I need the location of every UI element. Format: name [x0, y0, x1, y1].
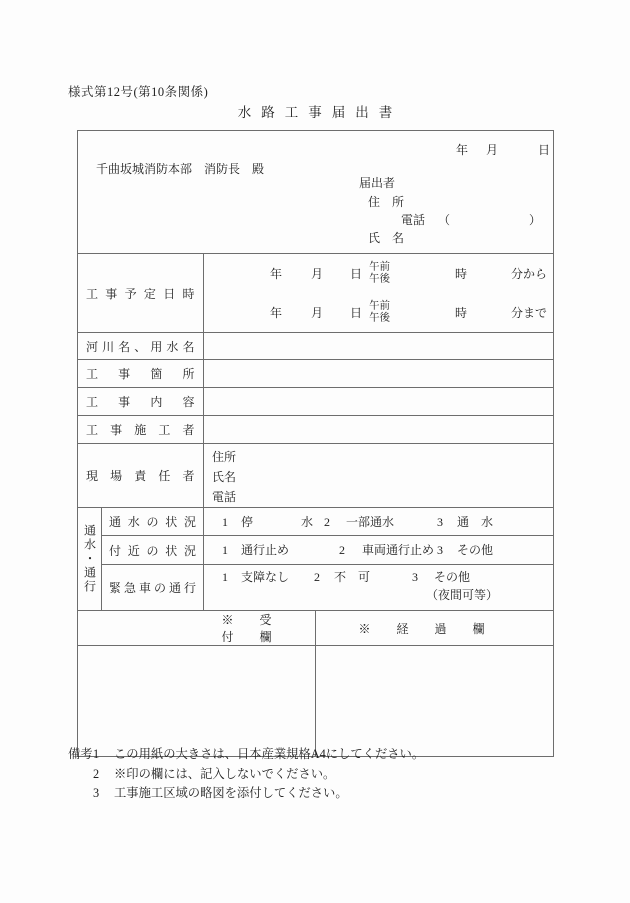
row-label-emergency: 緊 急 車 の 通 行 [102, 565, 204, 611]
table-row-recipient [78, 131, 554, 254]
note-item [68, 765, 424, 785]
table-row-contractor [78, 416, 554, 444]
row-label-schedule: 工 事 予 定 日 時 [78, 254, 204, 333]
contractor-input-cell [204, 416, 554, 444]
option-label: 一部通水 [346, 514, 395, 529]
content-input-cell [204, 388, 554, 416]
note-text: この用紙の大きさは、日本産業規格A4にしてください。 [114, 747, 425, 761]
table-row-emergency [78, 565, 554, 611]
notes-label-spacer [68, 784, 93, 804]
addressee: 千曲坂城消防本部 消防長 殿 [96, 162, 265, 176]
option-number: 1 [222, 543, 228, 557]
form-code: 様式第12号(第10条関係) [68, 85, 209, 99]
note-item [68, 745, 424, 765]
vicinity-options-cell [204, 536, 554, 565]
option-number: 1 [222, 570, 228, 584]
site-manager-cell [204, 444, 554, 508]
option-number: 2 [324, 514, 330, 529]
row-label-site-manager: 現 場 責 任 者 [78, 444, 204, 508]
row-label-content: 工 事 内 容 [78, 388, 204, 416]
table-row-stamp-body [78, 646, 554, 757]
notes-label: 備考 [68, 747, 93, 761]
option-number: 3 [437, 514, 443, 529]
note-text: 工事施工区域の略図を添付してください。 [114, 786, 348, 801]
option-label: 支障なし [241, 570, 290, 584]
address-label: 住 所 [368, 195, 405, 209]
phone-paren-close: ） [529, 213, 542, 227]
date-day-label: 日 [538, 143, 551, 157]
option-note: （夜間可等） [426, 588, 499, 602]
sched-year-label: 年 [270, 305, 283, 320]
notes-block [68, 745, 424, 804]
passage-group-label: 通水・通行 [82, 524, 97, 594]
option-label: 不 可 [334, 570, 371, 584]
note-number: 2 [93, 766, 100, 781]
schedule-start-line [204, 254, 553, 293]
form-table [77, 130, 554, 757]
location-input-cell [204, 360, 554, 388]
option-label: その他 [434, 570, 471, 584]
emergency-options-cell [204, 565, 554, 611]
option-number: 3 [412, 570, 418, 584]
phone-paren-open: （ [438, 213, 451, 227]
progress-column-header: ※経過欄 [316, 611, 554, 646]
table-row-stamp-headers [78, 611, 554, 646]
date-year-label: 年 [456, 143, 469, 157]
option-number: 1 [222, 514, 228, 529]
table-row-vicinity [78, 536, 554, 565]
sched-hour-label: 時 [455, 266, 468, 281]
table-row-river [78, 333, 554, 360]
sched-year-label: 年 [270, 266, 283, 281]
notifier-label: 届出者 [359, 176, 396, 190]
table-row-water-flow [78, 508, 554, 536]
row-label-water-flow: 通 水 の 状 況 [102, 508, 204, 536]
sched-month-label: 月 [311, 266, 324, 281]
manager-phone-label: 電話 [212, 490, 237, 504]
manager-address-label: 住所 [212, 450, 237, 464]
sched-from-label: 分から [511, 266, 548, 281]
pm-label: 午後 [369, 312, 390, 324]
sched-day-label: 日 [350, 305, 363, 320]
schedule-end-line [204, 293, 553, 332]
option-label: 通 水 [457, 514, 494, 529]
name-label: 氏 名 [368, 231, 405, 245]
note-item [68, 784, 424, 804]
sched-until-label: 分まで [511, 305, 548, 320]
option-label: 車両通行止め [362, 543, 435, 557]
schedule-cell [204, 254, 554, 333]
receipt-area [78, 646, 316, 757]
sched-day-label: 日 [350, 266, 363, 281]
receipt-column-header: ※受付欄 [78, 611, 316, 646]
row-label-river: 河 川 名 、 用 水 名 [78, 333, 204, 360]
date-month-label: 月 [486, 143, 499, 157]
sched-ampm-label [369, 261, 390, 286]
progress-area [316, 646, 554, 757]
page-title: 水路工事届出書 [237, 105, 403, 120]
option-number: 3 [437, 543, 443, 557]
row-label-vicinity: 付 近 の 状 況 [102, 536, 204, 565]
note-text: ※印の欄には、記入しないでください。 [114, 766, 336, 781]
pm-label: 午後 [369, 273, 390, 285]
am-label: 午前 [369, 261, 390, 272]
sched-month-label: 月 [311, 305, 324, 320]
manager-name-label: 氏名 [212, 470, 237, 484]
option-number: 2 [314, 570, 320, 584]
note-number: 3 [93, 786, 100, 801]
table-row-schedule [78, 254, 554, 333]
phone-label: 電話 [401, 213, 426, 227]
passage-group-cell [78, 508, 102, 611]
table-row-site-manager [78, 444, 554, 508]
table-row-location [78, 360, 554, 388]
option-number: 2 [339, 543, 345, 557]
row-label-location: 工 事 箇 所 [78, 360, 204, 388]
table-row-content [78, 388, 554, 416]
option-label: 停 水 [241, 514, 314, 529]
note-number: 1 [93, 747, 100, 761]
sched-hour-label: 時 [455, 305, 468, 320]
row-label-contractor: 工 事 施 工 者 [78, 416, 204, 444]
sched-ampm-label [369, 300, 390, 325]
option-label: その他 [457, 543, 494, 557]
water-flow-options-cell [204, 508, 554, 536]
notes-label-spacer [68, 765, 93, 785]
recipient-cell [78, 131, 554, 254]
river-input-cell [204, 333, 554, 360]
option-label: 通行止め [241, 543, 290, 557]
am-label: 午前 [369, 300, 390, 311]
